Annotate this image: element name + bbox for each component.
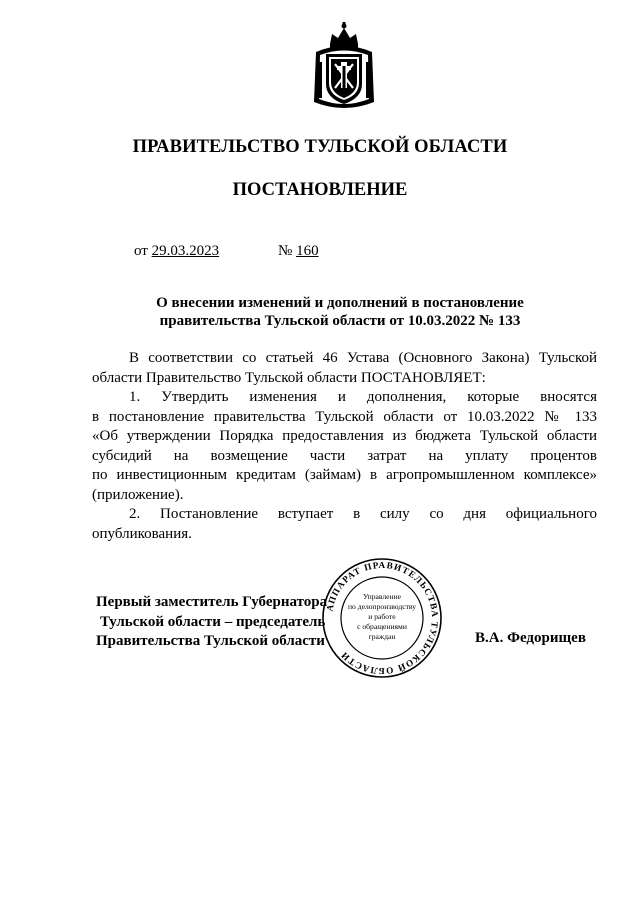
number-sign: № [278,243,293,259]
signer-title-line: Первый заместитель Губернатора [96,594,328,610]
body-line: «Об утверждении Порядка предоставления из бюджета Тульской области [92,428,597,444]
body-line: В соответствии со статьей 46 Устава (Основного Закона) Тульской [129,350,597,366]
body-line: по инвестиционным кредитам (займам) в агропромышленном комплексе» [92,467,597,483]
coat-of-arms [308,22,380,114]
body-line: области Правительство Тульской области ПОСТАНОВЛЯЕТ: [92,369,486,386]
body-line: опубликования. [92,525,192,542]
government-title: ПРАВИТЕЛЬСТВО ТУЛЬСКОЙ ОБЛАСТИ [132,137,508,157]
body-line: (приложение). [92,486,184,503]
subject-line: О внесении изменений и дополнений в постановление [156,295,524,311]
body-line: субсидий на возмещение части затрат на уплату процентов [92,447,597,464]
date-value: 29.03.2023 [151,243,220,259]
stamp-seal-icon [320,556,444,680]
stamp-center-line: по делопроизводству [347,602,417,611]
document-body [92,349,597,544]
subject-line: правительства Тульской области от 10.03.2022 № 133 [159,313,521,329]
signer-title [96,593,327,652]
stamp-center-line: граждан [368,632,396,641]
stamp-center-line: с обращениями [357,622,407,631]
signer-title-line: Тульской области – председатель [100,613,326,630]
body-line: в постановление правительства Тульской области от 10.03.2022 № 133 [92,408,597,425]
stamp-center-line: и работе [368,612,396,621]
tula-coat-of-arms-icon [308,22,380,114]
document-date [134,243,219,260]
document-number [278,243,319,260]
signer-title-line: Правительства Тульской области [96,633,325,649]
signer-name: В.А. Федорищев [475,630,586,646]
body-line: 1. Утвердить изменения и дополнения, которые вносятся [129,389,597,405]
stamp-ring-text: АППАРАТ ПРАВИТЕЛЬСТВА ТУЛЬСКОЙ ОБЛАСТИ [324,559,441,677]
official-stamp [320,556,444,680]
stamp-center-line: Управление [362,592,402,601]
number-value: 160 [296,243,319,259]
body-line: 2. Постановление вступает в силу со дня официального [129,506,597,522]
date-prefix: от [134,243,148,259]
document-type: ПОСТАНОВЛЕНИЕ [232,180,408,200]
document-subject [90,294,590,330]
